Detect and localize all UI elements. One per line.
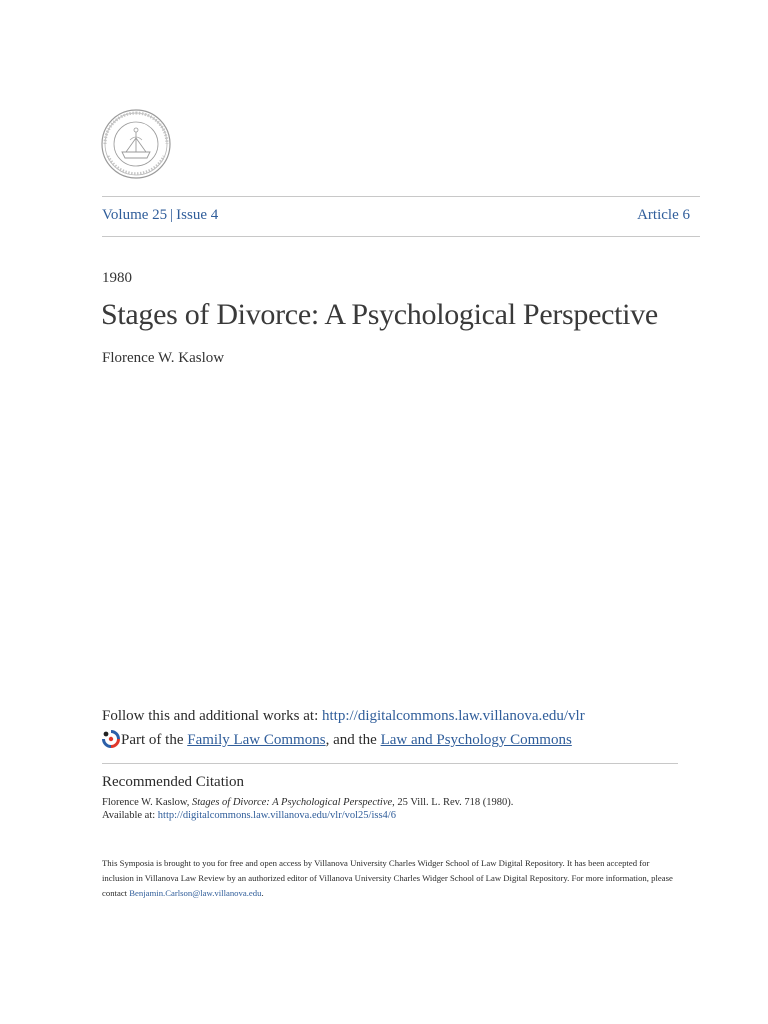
volume-link[interactable]: Volume 25: [102, 207, 168, 223]
part-of-middle: , and the: [325, 732, 381, 748]
available-prefix: Available at:: [102, 810, 158, 821]
follow-prefix: Follow this and additional works at:: [102, 708, 322, 724]
family-law-commons-link[interactable]: Family Law Commons: [187, 732, 326, 748]
part-of-prefix: Part of the: [121, 732, 188, 748]
header-divider-bottom: [102, 236, 700, 237]
follow-url-link[interactable]: http://digitalcommons.law.villanova.edu/vlr: [321, 708, 585, 724]
follow-line: [102, 708, 585, 725]
law-psychology-commons-link[interactable]: Law and Psychology Commons: [380, 732, 572, 748]
volume-issue-separator: |: [170, 207, 174, 223]
available-at-line: [102, 810, 396, 821]
access-statement: [102, 856, 682, 901]
citation-divider: [102, 763, 678, 764]
article-title: Stages of Divorce: A Psychological Perspective: [101, 298, 658, 331]
citation-title: Stages of Divorce: A Psychological Perspective: [192, 797, 393, 808]
contact-email-link[interactable]: Benjamin.Carlson@law.villanova.edu: [129, 888, 262, 898]
volume-issue-group: [102, 207, 218, 224]
header-divider-top: [102, 196, 700, 197]
issue-metadata-row: [102, 207, 690, 227]
article-link[interactable]: Article 6: [637, 207, 690, 223]
university-seal-icon: [100, 108, 172, 180]
citation-rest: , 25 Vill. L. Rev. 718 (1980).: [392, 797, 514, 808]
recommended-citation-heading: Recommended Citation: [102, 774, 245, 790]
citation-author: Florence W. Kaslow,: [102, 797, 193, 808]
issue-link[interactable]: Issue 4: [176, 207, 219, 223]
article-author: Florence W. Kaslow: [102, 350, 225, 366]
network-commons-icon: [102, 730, 120, 748]
citation-text: [102, 797, 513, 808]
part-of-line: [102, 730, 572, 749]
access-statement-end: .: [261, 888, 264, 898]
access-statement-text: This Symposia is brought to you for free and open access by Villanova University Charles Widger School of Law Digital Repository. It has been accepted for inclusion in Villanova Law Review by an authorized editor of Villanova University Charles Widger School of Law Digital Repository. For more information, please contact: [102, 858, 673, 898]
article-url-link[interactable]: http://digitalcommons.law.villanova.edu/vlr/vol25/iss4/6: [157, 810, 396, 821]
publication-year: 1980: [102, 270, 132, 286]
